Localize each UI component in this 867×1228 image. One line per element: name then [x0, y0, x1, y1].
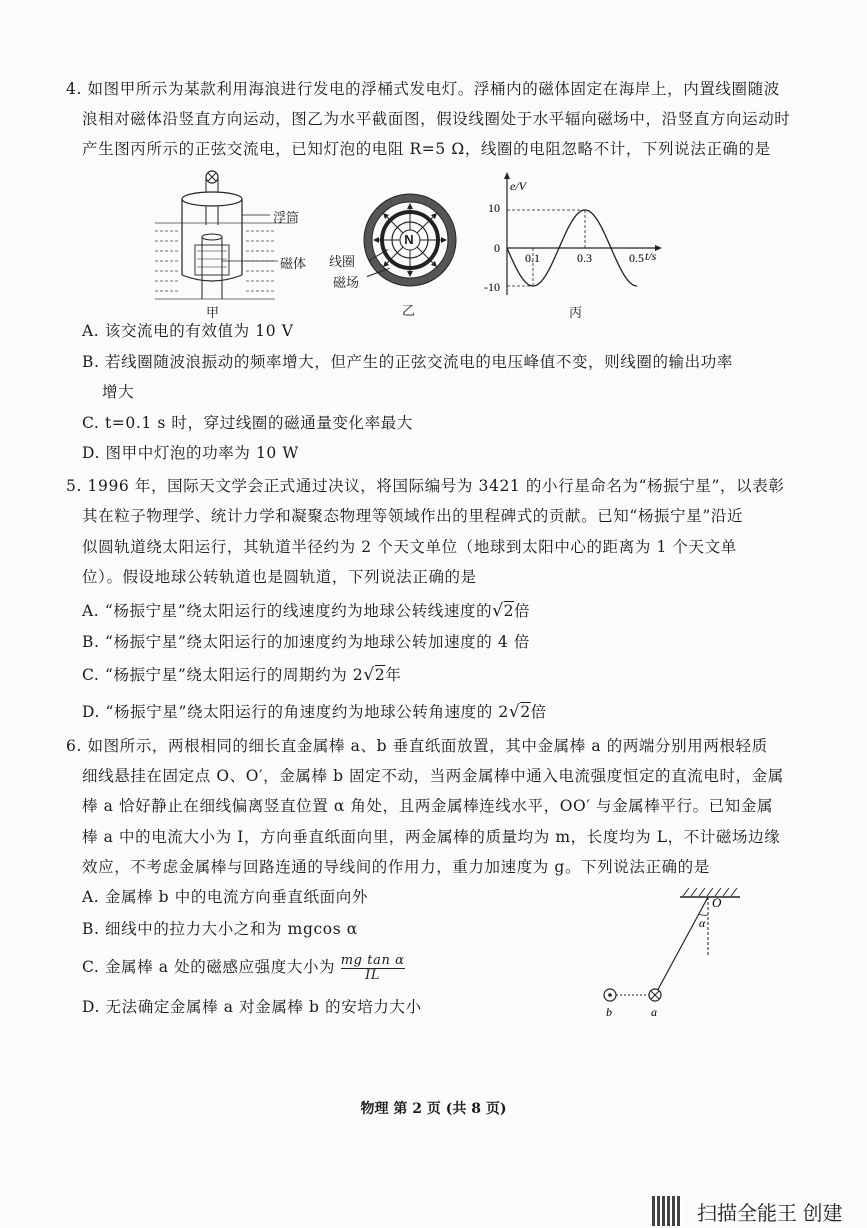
q4-line-2: 浪相对磁体沿竖直方向运动，图乙为水平截面图，假设线圈处于水平辐向磁场中，沿竖直方向运动时 [82, 110, 791, 128]
fig-bing-caption: 丙 [569, 306, 583, 321]
q6-option-c-text: C. 金属棒 a 处的磁感应强度大小为 [82, 958, 336, 976]
q4-line-3: 产生图丙所示的正弦交流电，已知灯泡的电阻 R=5 Ω，线圈的电阻忽略不计，下列说法正确的是 [82, 140, 771, 158]
x-tick-label: 0.5 [629, 251, 644, 265]
q4-option-b-line2: 增大 [102, 383, 135, 401]
q5-option-c-suffix: 年 [385, 666, 402, 684]
q4-line-1: 4. 如图甲所示为某款利用海浪进行发电的浮桶式发电灯。浮桶内的磁体固定在海岸上，内置线圈随波 [66, 80, 780, 98]
y-tick-zero: 0 [494, 241, 500, 255]
fraction [341, 954, 405, 983]
figure-jia [150, 165, 300, 325]
sqrt-arg: 2 [374, 666, 386, 684]
q5-option-c [82, 660, 401, 690]
float-label: 浮筒 [273, 211, 300, 226]
q6-line-3: 棒 a 恰好静止在细线偏离竖直位置 α 角处，且两金属棒连线水平，OO′ 与金属棒平行。已知金属 [82, 797, 774, 815]
q6-option-c [82, 952, 405, 983]
q6-option-a: A. 金属棒 b 中的电流方向垂直纸面向外 [82, 888, 368, 906]
q4-option-c: C. t=0.1 s 时，穿过线圈的磁通量变化率最大 [82, 414, 413, 432]
q5-line-3: 似圆轨道绕太阳运行，其轨道半径约为 2 个天文单位（地球到太阳中心的距离为 1 个天文单 [82, 538, 737, 556]
rod-b-label: b [606, 1005, 612, 1019]
y-tick-top: 10 [488, 201, 500, 215]
q6-line-4: 棒 a 中的电流大小为 I，方向垂直纸面向里，两金属棒的质量均为 m，长度均为 L，不计磁场边缘 [82, 828, 781, 846]
q6-line-1: 6. 如图所示，两根相同的细长直金属棒 a、b 垂直纸面放置，其中金属棒 a 的两端分别用两根轻质 [66, 737, 768, 755]
q6-option-b: B. 细线中的拉力大小之和为 mgcos α [82, 920, 358, 938]
sqrt-symbol: √ [492, 601, 504, 621]
point-o-label: O [712, 895, 722, 910]
q5-line-1: 5. 1996 年，国际天文学会正式通过决议，将国际编号为 3421 的小行星命名为“杨振宁星”，以表彰 [66, 477, 785, 495]
scanner-watermark: 扫描全能王 创建 [697, 1203, 843, 1225]
sqrt-symbol: √ [363, 665, 375, 685]
sqrt-symbol: √ [508, 702, 521, 722]
q5-option-b: B. “杨振宁星”绕太阳运行的加速度约为地球公转加速度的 4 倍 [82, 633, 531, 651]
ceiling-hatch [683, 888, 737, 896]
q6-option-d: D. 无法确定金属棒 a 对金属棒 b 的安培力大小 [82, 998, 422, 1016]
angle-label: α [699, 916, 706, 930]
coil-label: 线圈 [329, 255, 356, 270]
rod-a-label: a [651, 1005, 657, 1019]
q5-option-a-suffix: 倍 [514, 602, 531, 620]
q5-line-2: 其在粒子物理学、统计力学和凝聚态物理等领域作出的里程碑式的贡献。已知“杨振宁星”沿近 [82, 507, 744, 525]
q5-option-d-suffix: 倍 [530, 703, 547, 721]
y-tick-bottom: -10 [484, 280, 500, 294]
magnet-label: 磁体 [280, 257, 307, 272]
sqrt-arg: 2 [520, 703, 531, 721]
fig-jia-caption: 甲 [206, 306, 220, 321]
q4-option-d: D. 图甲中灯泡的功率为 10 W [82, 444, 299, 462]
qr-code [652, 1196, 682, 1226]
x-tick-label: 0.1 [525, 251, 540, 265]
float-lamp-diagram [150, 165, 300, 325]
pole-n-label: N [404, 232, 414, 247]
thread [655, 897, 708, 995]
sqrt-arg: 2 [503, 602, 515, 620]
fraction-numerator: mg tan α [340, 952, 405, 968]
sine-chart [470, 170, 670, 300]
y-axis-arrow [504, 172, 510, 179]
figure-q6 [595, 885, 745, 1020]
q5-option-a [82, 596, 530, 626]
rod-b-dot [608, 993, 612, 997]
fraction-denominator: IL [365, 967, 381, 983]
page-footer: 物理 第 2 页 (共 8 页) [360, 1101, 507, 1117]
q4-option-a: A. 该交流电的有效值为 10 V [82, 322, 294, 340]
q5-option-a-text: A. “杨振宁星”绕太阳运行的线速度约为地球公转线速度的 [82, 602, 493, 620]
figure-bing [470, 170, 670, 300]
q5-option-d [82, 697, 547, 727]
q5-line-4: 位）。假设地球公转轨道也是圆轨道，下列说法正确的是 [82, 568, 477, 586]
fig-yi-caption: 乙 [402, 304, 416, 319]
y-axis-label: e/V [510, 179, 526, 193]
suspended-rods-diagram [595, 885, 745, 1020]
q6-line-5: 效应，不考虑金属棒与回路连通的导线间的作用力，重力加速度为 g。下列说法正确的是 [82, 858, 710, 876]
x-axis-label: t/s [645, 249, 657, 263]
x-tick-label: 0.3 [577, 251, 592, 265]
q6-line-2: 细线悬挂在固定点 O、O′，金属棒 b 固定不动，当两金属棒中通入电流强度恒定的直流电时，金属 [82, 767, 784, 785]
q5-option-c-text: C. “杨振宁星”绕太阳运行的周期约为 2 [82, 666, 364, 684]
q5-option-d-text: D. “杨振宁星”绕太阳运行的角速度约为地球公转角速度的 2 [82, 703, 509, 721]
q4-option-b-line1: B. 若线圈随波浪振动的频率增大，但产生的正弦交流电的电压峰值不变，则线圈的输出功率 [82, 353, 733, 371]
field-label: 磁场 [333, 276, 360, 291]
